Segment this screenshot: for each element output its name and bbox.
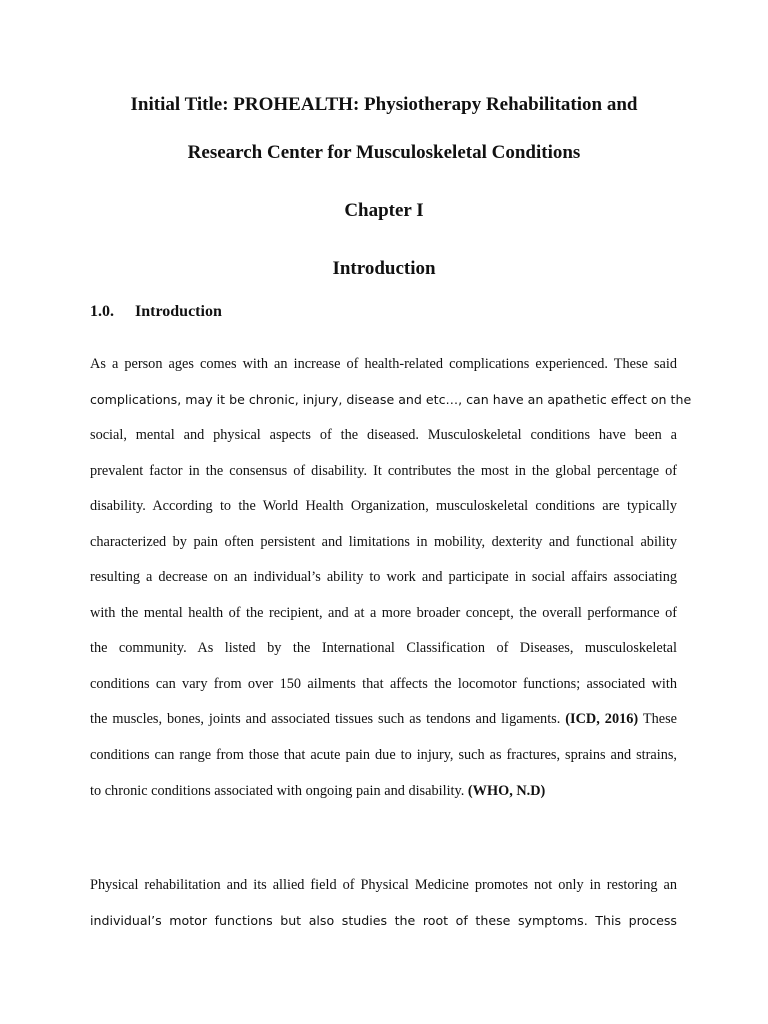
paragraph-line: prevalent factor in the consensus of disability. It contributes the most in the global percentage of	[90, 463, 677, 479]
paragraph-line: disability. According to the World Health Organization, musculoskeletal conditions are typically	[90, 498, 677, 514]
paragraph-line: conditions can range from those that acute pain due to injury, such as fractures, sprains and strains,	[90, 747, 677, 763]
paragraph-line: Physical rehabilitation and its allied field of Physical Medicine promotes not only in restoring an	[90, 877, 677, 893]
paragraph-line: complications, may it be chronic, injury, disease and etc…, can have an apathetic effect on the	[90, 392, 692, 407]
paragraph-line: social, mental and physical aspects of the diseased. Musculoskeletal conditions have been a	[90, 427, 677, 443]
section-title: Introduction	[135, 303, 222, 320]
paragraph-line: individual’s motor functions but also studies the root of these symptoms. This process	[90, 913, 677, 928]
citation-icd: (ICD, 2016)	[565, 711, 639, 727]
paragraph-line: with the mental health of the recipient, and at a more broader concept, the overall performance of	[90, 605, 677, 621]
paragraph-line: As a person ages comes with an increase of health-related complications experienced. These said	[90, 356, 677, 372]
paragraph-text: These	[642, 711, 678, 727]
document-title-line-1: Initial Title: PROHEALTH: Physiotherapy Rehabilitation and	[130, 94, 638, 115]
citation-who: (WHO, N.D)	[467, 783, 546, 799]
paragraph-line-with-citation	[90, 781, 677, 801]
paragraph-line: the community. As listed by the International Classification of Diseases, musculoskeletal	[90, 640, 677, 656]
section-heading	[90, 302, 222, 322]
chapter-label: Chapter I	[344, 200, 424, 221]
paragraph-line-with-citation	[90, 709, 677, 729]
document-title-line-2: Research Center for Musculoskeletal Conditions	[187, 142, 581, 163]
paragraph-line: characterized by pain often persistent and limitations in mobility, dexterity and functional ability	[90, 534, 677, 550]
paragraph-line: resulting a decrease on an individual’s ability to work and participate in social affairs associating	[90, 569, 677, 585]
paragraph-text: to chronic conditions associated with ongoing pain and disability.	[90, 783, 465, 799]
paragraph-text: the muscles, bones, joints and associated tissues such as tendons and ligaments.	[90, 711, 561, 727]
chapter-title: Introduction	[332, 258, 436, 279]
section-number: 1.0.	[90, 303, 114, 320]
paragraph-line: conditions can vary from over 150 ailments that affects the locomotor functions; associated with	[90, 676, 677, 692]
